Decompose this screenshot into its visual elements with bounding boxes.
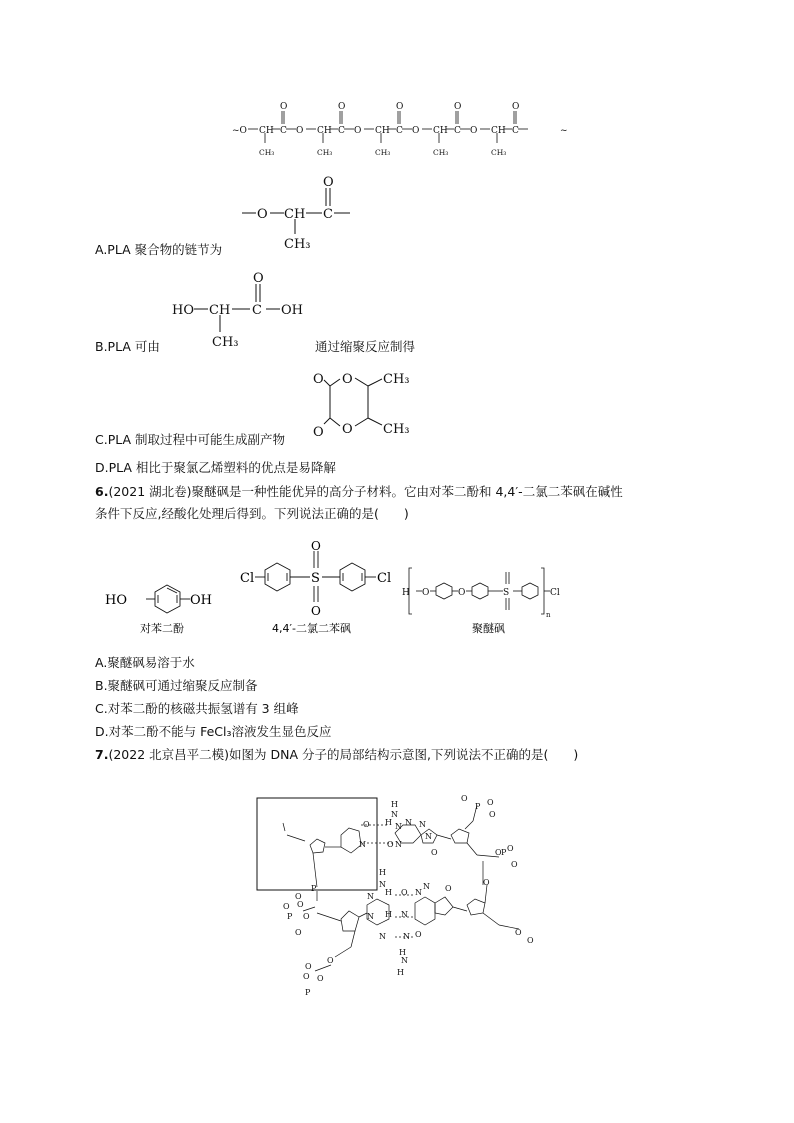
q6-oh: OH	[190, 593, 212, 608]
dna-atom-label: H	[379, 868, 386, 877]
option-d-text: D.PLA 相比于聚氯乙烯塑料的优点是易降解	[95, 460, 336, 475]
polymer-c: C	[396, 126, 403, 136]
p-cl: Cl	[550, 588, 560, 598]
polymer-dbl-o: O	[512, 102, 520, 112]
polymer-ch3: CH₃	[433, 148, 449, 157]
c-o3: O	[342, 422, 353, 437]
p-o1: O	[422, 588, 430, 598]
dna-atom-label: O	[507, 844, 514, 853]
dna-atom-label: N	[379, 880, 386, 889]
dna-atom-label: O	[487, 798, 494, 807]
q6-o-bot: O	[311, 604, 321, 618]
dna-atom-label: O	[297, 900, 304, 909]
q6-cap-hydroquinone: 对苯二酚	[140, 622, 184, 635]
dna-atom-label: N	[395, 840, 402, 849]
q6-option-b: B.聚醚砜可通过缩聚反应制备	[95, 678, 258, 693]
dna-atom-label: N	[367, 892, 374, 901]
dna-atom-label: O	[327, 956, 334, 965]
q6-s: S	[311, 571, 320, 586]
dna-atom-label: P	[287, 912, 293, 921]
polymer-o-link: O	[296, 126, 304, 136]
q6-cap-pes: 聚醚砜	[472, 622, 505, 635]
dna-atom-label: O	[445, 884, 452, 893]
polymer-o-link: O	[354, 126, 362, 136]
q7-stem	[95, 744, 695, 766]
c-ch3b: CH₃	[383, 422, 410, 437]
dna-atom-label: O	[401, 888, 408, 897]
dna-atom-label: H	[385, 888, 392, 897]
polymer-o-link: O	[470, 126, 478, 136]
a-ch: CH	[284, 207, 306, 222]
dna-atom-label: N	[395, 822, 402, 831]
chain-end: ~	[560, 126, 568, 136]
dna-atom-label: O	[283, 902, 290, 911]
dna-atom-label: O	[461, 795, 468, 803]
b-dbl-o: O	[253, 271, 264, 286]
dna-atom-label: N	[367, 912, 374, 921]
dna-atom-label: O	[303, 972, 310, 981]
dna-atom-label: O	[415, 930, 422, 939]
q7-stem-text: (2022 北京昌平二模)如图为 DNA 分子的局部结构示意图,下列说法不正确的是( )	[108, 747, 579, 762]
dna-atom-label: H	[399, 948, 406, 957]
q6-ho: HO	[105, 593, 127, 608]
polymer-dbl-o: O	[454, 102, 462, 112]
q6-option-d: D.对苯二酚不能与 FeCl₃溶液发生显色反应	[95, 724, 332, 739]
dna-atom-label: N	[403, 932, 410, 941]
dna-atom-label: O	[495, 848, 502, 857]
polymer-c: C	[512, 126, 519, 136]
polymer-c: C	[454, 126, 461, 136]
dna-atom-label: H	[385, 818, 392, 827]
option-c-structure	[308, 364, 418, 448]
c-o4: O	[313, 425, 324, 440]
c-o2: O	[342, 372, 353, 387]
q6-option-c: C.对苯二酚的核磁共振氢谱有 3 组峰	[95, 701, 299, 716]
b-ch: CH	[209, 303, 231, 318]
q7-number: 7.	[95, 747, 109, 762]
p-n: n	[546, 611, 551, 619]
dna-atom-label: P	[305, 988, 311, 997]
a-dbl-o: O	[323, 175, 334, 190]
polymer-c: C	[280, 126, 287, 136]
dna-atom-label: O	[483, 878, 490, 887]
a-c: C	[323, 207, 333, 222]
q6-option-a: A.聚醚砜易溶于水	[95, 655, 195, 670]
polymer-ch: CH	[317, 126, 332, 136]
polymer-ch: CH	[375, 126, 390, 136]
b-ch3: CH₃	[212, 335, 239, 350]
polymer-ch3: CH₃	[317, 148, 333, 157]
q6-number: 6.	[95, 484, 109, 499]
dna-atom-label: O	[295, 892, 302, 901]
dna-atom-label: H	[385, 910, 392, 919]
dna-atom-label: P	[501, 848, 507, 857]
a-o: O	[257, 207, 268, 222]
q6-cap-sulfone: 4,4′-二氯二苯砜	[272, 622, 351, 635]
dna-atom-label: P	[311, 884, 317, 893]
pla-polymer-structure	[230, 100, 570, 162]
dna-structure-figure	[255, 795, 555, 1000]
dna-atom-label: O	[305, 962, 312, 971]
polymer-o-link: O	[412, 126, 420, 136]
option-b-text-pre: B.PLA 可由	[95, 339, 160, 354]
c-o1: O	[313, 372, 324, 387]
b-ho: HO	[172, 303, 194, 318]
p-h: H	[402, 588, 410, 598]
dna-atom-label: O	[515, 928, 522, 937]
q6-stem	[95, 481, 695, 525]
polymer-dbl-o: O	[338, 102, 346, 112]
option-b-text-post: 通过缩聚反应制得	[315, 339, 416, 354]
polymer-ch3: CH₃	[491, 148, 507, 157]
dna-atom-label: O	[489, 810, 496, 819]
dna-atom-label: O	[363, 820, 370, 829]
dna-atom-label: P	[475, 802, 481, 811]
dna-atom-label: O	[295, 928, 302, 937]
dna-atom-label: H	[391, 800, 398, 809]
dna-atom-label: O	[387, 840, 394, 849]
dna-atom-label: N	[391, 810, 398, 819]
polymer-ch: CH	[491, 126, 506, 136]
q6-figure	[100, 540, 570, 640]
option-c-text: C.PLA 制取过程中可能生成副产物	[95, 432, 286, 447]
dna-atom-label: N	[359, 840, 366, 849]
dna-atom-label: O	[527, 936, 534, 945]
dna-atom-label: N	[415, 888, 422, 897]
q6-stem-line1: (2021 湖北卷)聚醚砜是一种性能优异的高分子材料。它由对苯二酚和 4,4′-二氯二苯砜在碱性	[108, 484, 623, 499]
a-ch3: CH₃	[284, 237, 311, 252]
q6-cl-right: Cl	[377, 571, 392, 586]
b-oh: OH	[281, 303, 303, 318]
dna-atom-label: O	[511, 860, 518, 869]
dna-atom-label: O	[317, 974, 324, 983]
dna-atom-label: N	[419, 820, 426, 829]
dna-atom-label: N	[405, 818, 412, 827]
q6-o-top: O	[311, 540, 321, 553]
polymer-ch3: CH₃	[259, 148, 275, 157]
polymer-ch: CH	[433, 126, 448, 136]
b-c: C	[252, 303, 262, 318]
polymer-dbl-o: O	[280, 102, 288, 112]
c-ch3a: CH₃	[383, 372, 410, 387]
dna-atom-label: N	[379, 932, 386, 941]
chain-start: ~O	[232, 126, 247, 136]
dna-atom-label: H	[397, 968, 404, 977]
q6-cl-left: Cl	[240, 571, 255, 586]
polymer-ch: CH	[259, 126, 274, 136]
option-a-text: A.PLA 聚合物的链节为	[95, 242, 223, 257]
option-a-structure	[240, 172, 380, 256]
dna-atom-label: O	[431, 848, 438, 857]
polymer-c: C	[338, 126, 345, 136]
polymer-ch3: CH₃	[375, 148, 391, 157]
p-o2: O	[458, 588, 466, 598]
p-s: S	[503, 588, 510, 598]
q6-stem-line2: 条件下反应,经酸化处理后得到。下列说法正确的是( )	[95, 506, 409, 521]
dna-atom-label: N	[401, 956, 408, 965]
option-b-structure	[170, 268, 315, 352]
dna-atom-label: N	[401, 910, 408, 919]
dna-atom-label: O	[303, 912, 310, 921]
dna-atom-label: N	[425, 832, 432, 841]
dna-atom-label: N	[423, 882, 430, 891]
polymer-dbl-o: O	[396, 102, 404, 112]
